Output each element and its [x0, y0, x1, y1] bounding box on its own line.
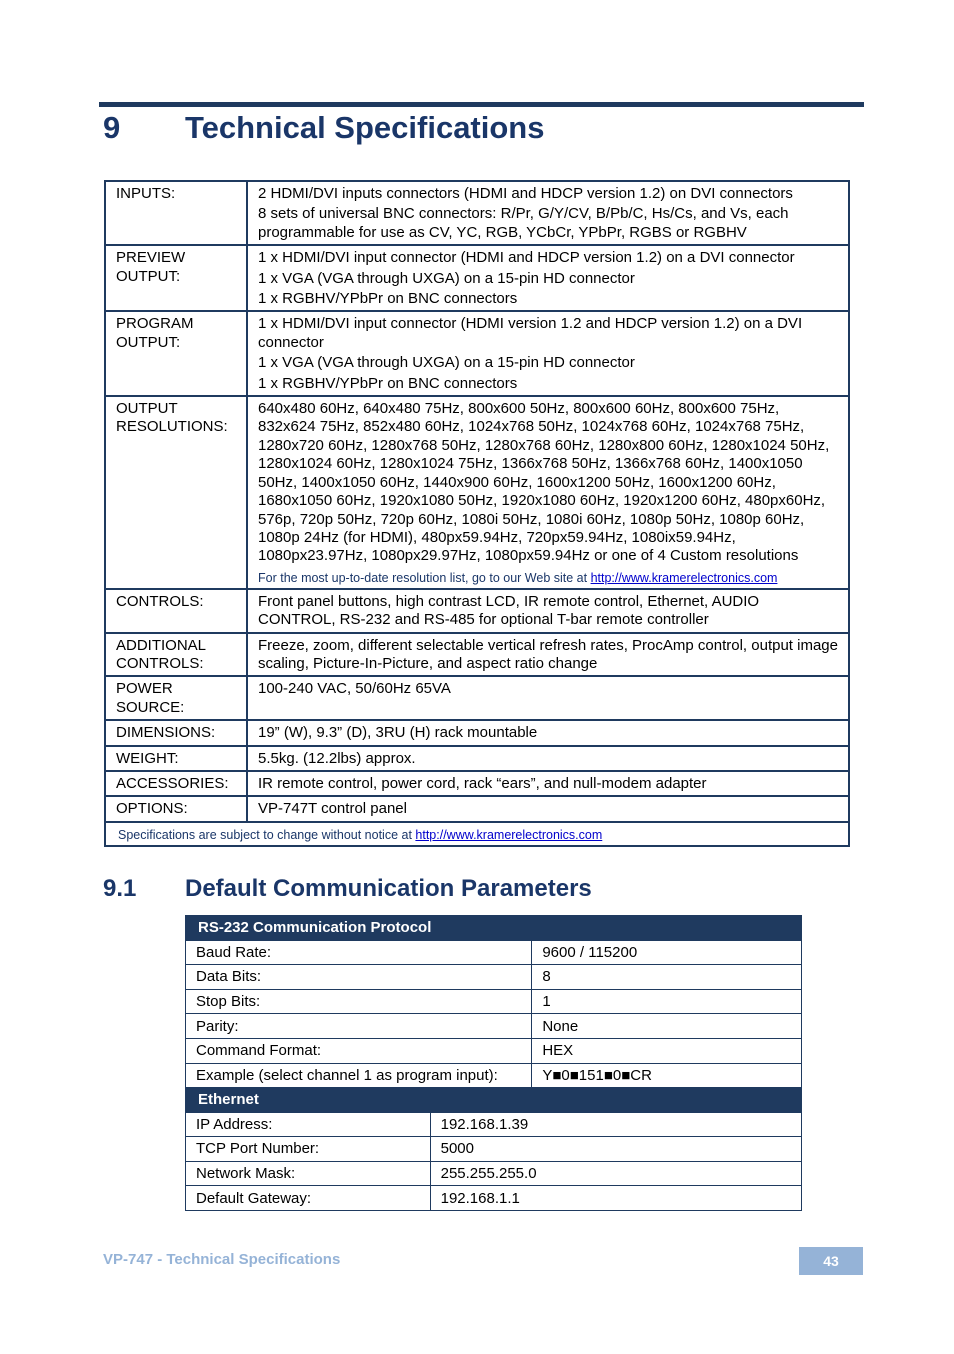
spec-footer-row — [105, 822, 849, 846]
ethernet-row — [186, 1161, 802, 1186]
chapter-title: Technical Specifications — [185, 110, 545, 145]
spec-label: OPTIONS: — [105, 796, 247, 821]
spec-footer — [105, 822, 849, 846]
param-value: 192.168.1.39 — [430, 1112, 801, 1137]
spec-value-line: 1 x HDMI/DVI input connector (HDMI and HDCP version 1.2) on a DVI connector — [258, 249, 795, 267]
rs232-row — [186, 965, 802, 990]
resolution-note-text: For the most up-to-date resolution list, go to our Web site at — [258, 570, 591, 585]
param-value: 5000 — [430, 1137, 801, 1162]
spec-footer-link[interactable]: http://www.kramerelectronics.com — [415, 827, 603, 842]
param-label: Network Mask: — [186, 1161, 431, 1186]
rs232-row — [186, 940, 802, 965]
resolution-note-link[interactable]: http://www.kramerelectronics.com — [590, 570, 778, 585]
ethernet-row — [186, 1186, 802, 1211]
spec-value-line: VP-747T control panel — [258, 800, 407, 818]
spec-row — [105, 589, 849, 633]
param-value: 192.168.1.1 — [430, 1186, 801, 1211]
spec-value-line: IR remote control, power cord, rack “ears”, and null-modem adapter — [258, 774, 707, 792]
param-label: TCP Port Number: — [186, 1137, 431, 1162]
spec-row — [105, 796, 849, 821]
param-label: Parity: — [186, 1014, 532, 1039]
spec-value — [247, 181, 849, 245]
param-value: Y■0■151■0■CR — [532, 1063, 802, 1088]
param-label: Stop Bits: — [186, 989, 532, 1014]
param-value: HEX — [532, 1038, 802, 1063]
page-number: 43 — [799, 1247, 863, 1275]
spec-value — [247, 676, 849, 720]
spec-value — [247, 311, 849, 396]
spec-value-line: 1 x RGBHV/YPbPr on BNC connectors — [258, 374, 518, 392]
spec-value — [247, 771, 849, 796]
spec-value — [247, 245, 849, 311]
param-value: 8 — [532, 965, 802, 990]
spec-value — [247, 589, 849, 633]
spec-row — [105, 676, 849, 720]
spec-label: INPUTS: — [105, 181, 247, 245]
spec-label: DIMENSIONS: — [105, 720, 247, 745]
spec-label: OUTPUT RESOLUTIONS: — [105, 396, 247, 589]
spec-row — [105, 746, 849, 771]
param-label: IP Address: — [186, 1112, 431, 1137]
ethernet-header: Ethernet — [186, 1088, 802, 1113]
param-value: 9600 / 115200 — [532, 940, 802, 965]
spec-value-line: 5.5kg. (12.2lbs) approx. — [258, 749, 416, 767]
spec-value — [247, 396, 849, 589]
chapter-heading — [103, 110, 544, 146]
ethernet-table — [185, 1087, 802, 1211]
rs232-row — [186, 1063, 802, 1088]
spec-value-line: Freeze, zoom, different selectable vertical refresh rates, ProcAmp control, output image scaling, Picture-In-Picture, and aspect ratio change — [258, 636, 838, 672]
ethernet-header-row — [186, 1088, 802, 1113]
spec-table — [104, 180, 850, 847]
rs232-row — [186, 1014, 802, 1039]
spec-label: ADDITIONAL CONTROLS: — [105, 633, 247, 677]
param-label: Command Format: — [186, 1038, 532, 1063]
ethernet-row — [186, 1137, 802, 1162]
spec-value-line: 8 sets of universal BNC connectors: R/Pr, G/Y/CV, B/Pb/C, Hs/Cs, and Vs, each programmable for use as CV, YC, RGB, YCbCr, YPbPr, RGBS or RGBHV — [258, 205, 789, 241]
rs232-row — [186, 989, 802, 1014]
param-label: Example (select channel 1 as program input): — [186, 1063, 532, 1088]
section-heading — [103, 875, 592, 903]
rs232-table — [185, 915, 802, 1088]
spec-value-line: 19” (W), 9.3” (D), 3RU (H) rack mountable — [258, 724, 538, 742]
spec-value — [247, 746, 849, 771]
spec-value-line: Front panel buttons, high contrast LCD, IR remote control, Ethernet, AUDIO CONTROL, RS-232 and RS-485 for optional T-bar remote controller — [258, 592, 760, 629]
spec-value-line: 1 x RGBHV/YPbPr on BNC connectors — [258, 290, 518, 308]
section-number: 9.1 — [103, 875, 137, 902]
chapter-number: 9 — [103, 110, 121, 145]
resolution-note — [258, 570, 840, 586]
rs232-row — [186, 1038, 802, 1063]
spec-row — [105, 720, 849, 745]
spec-row — [105, 771, 849, 796]
ethernet-row — [186, 1112, 802, 1137]
spec-row — [105, 245, 849, 311]
rs232-header: RS-232 Communication Protocol — [186, 916, 802, 941]
spec-value-line: 1 x VGA (VGA through UXGA) on a 15-pin HD connector — [258, 354, 635, 372]
param-value: 1 — [532, 989, 802, 1014]
spec-label: PREVIEW OUTPUT: — [105, 245, 247, 311]
spec-label: CONTROLS: — [105, 589, 247, 633]
spec-value-line: 1 x VGA (VGA through UXGA) on a 15-pin HD connector — [258, 269, 635, 287]
param-label: Baud Rate: — [186, 940, 532, 965]
spec-label: POWER SOURCE: — [105, 676, 247, 720]
footer-text: VP-747 - Technical Specifications — [103, 1251, 341, 1268]
spec-label: WEIGHT: — [105, 746, 247, 771]
section-title: Default Communication Parameters — [185, 875, 592, 902]
spec-value-line: 100-240 VAC, 50/60Hz 65VA — [258, 680, 451, 698]
param-value: 255.255.255.0 — [430, 1161, 801, 1186]
spec-label: ACCESSORIES: — [105, 771, 247, 796]
spec-value — [247, 633, 849, 677]
spec-value — [247, 720, 849, 745]
spec-value-line: 2 HDMI/DVI inputs connectors (HDMI and HDCP version 1.2) on DVI connectors — [258, 185, 793, 202]
spec-value-line: 1 x HDMI/DVI input connector (HDMI version 1.2 and HDCP version 1.2) on a DVI connector — [258, 315, 803, 351]
spec-row — [105, 633, 849, 677]
spec-value — [247, 796, 849, 821]
rs232-header-row — [186, 916, 802, 941]
spec-row — [105, 181, 849, 245]
spec-row — [105, 311, 849, 396]
param-label: Data Bits: — [186, 965, 532, 990]
spec-footer-text: Specifications are subject to change without notice at — [118, 827, 416, 842]
param-label: Default Gateway: — [186, 1186, 431, 1211]
spec-value-line: 640x480 60Hz, 640x480 75Hz, 800x600 50Hz, 800x600 60Hz, 800x600 75Hz, 832x624 75Hz, 852x480 60Hz, 1024x768 50Hz, 1024x768 60Hz, 1024x768 75Hz, 1280x720 60Hz, 1280x768 50Hz, 1280x768 60Hz, 1280x800 60Hz, 1280x1024 50Hz, 1280x1024 60Hz, 1280x1024 75Hz, 1366x768 50Hz, 1366x768 60Hz, 1400x1050 50Hz, 1400x1050 60Hz, 1440x900 60Hz, 1600x1200 50Hz, 1600x1200 60Hz, 1680x1050 60Hz, 1920x1080 50Hz, 1920x1080 60Hz, 1920x1200 60Hz, 480px60Hz, 576p, 720p 50Hz, 720p 60Hz, 1080i 50Hz, 1080i 60Hz, 1080p 50Hz, 1080p 60Hz, 1080p 24Hz (for HDMI), 480px59.94Hz, 720px59.94Hz, 1080ix59.94Hz, 1080px23.97Hz, 1080px29.97Hz, 1080px59.94Hz or one of 4 Custom resolutions — [258, 400, 830, 565]
param-value: None — [532, 1014, 802, 1039]
top-rule — [99, 102, 864, 107]
spec-label: PROGRAM OUTPUT: — [105, 311, 247, 396]
spec-row — [105, 396, 849, 589]
